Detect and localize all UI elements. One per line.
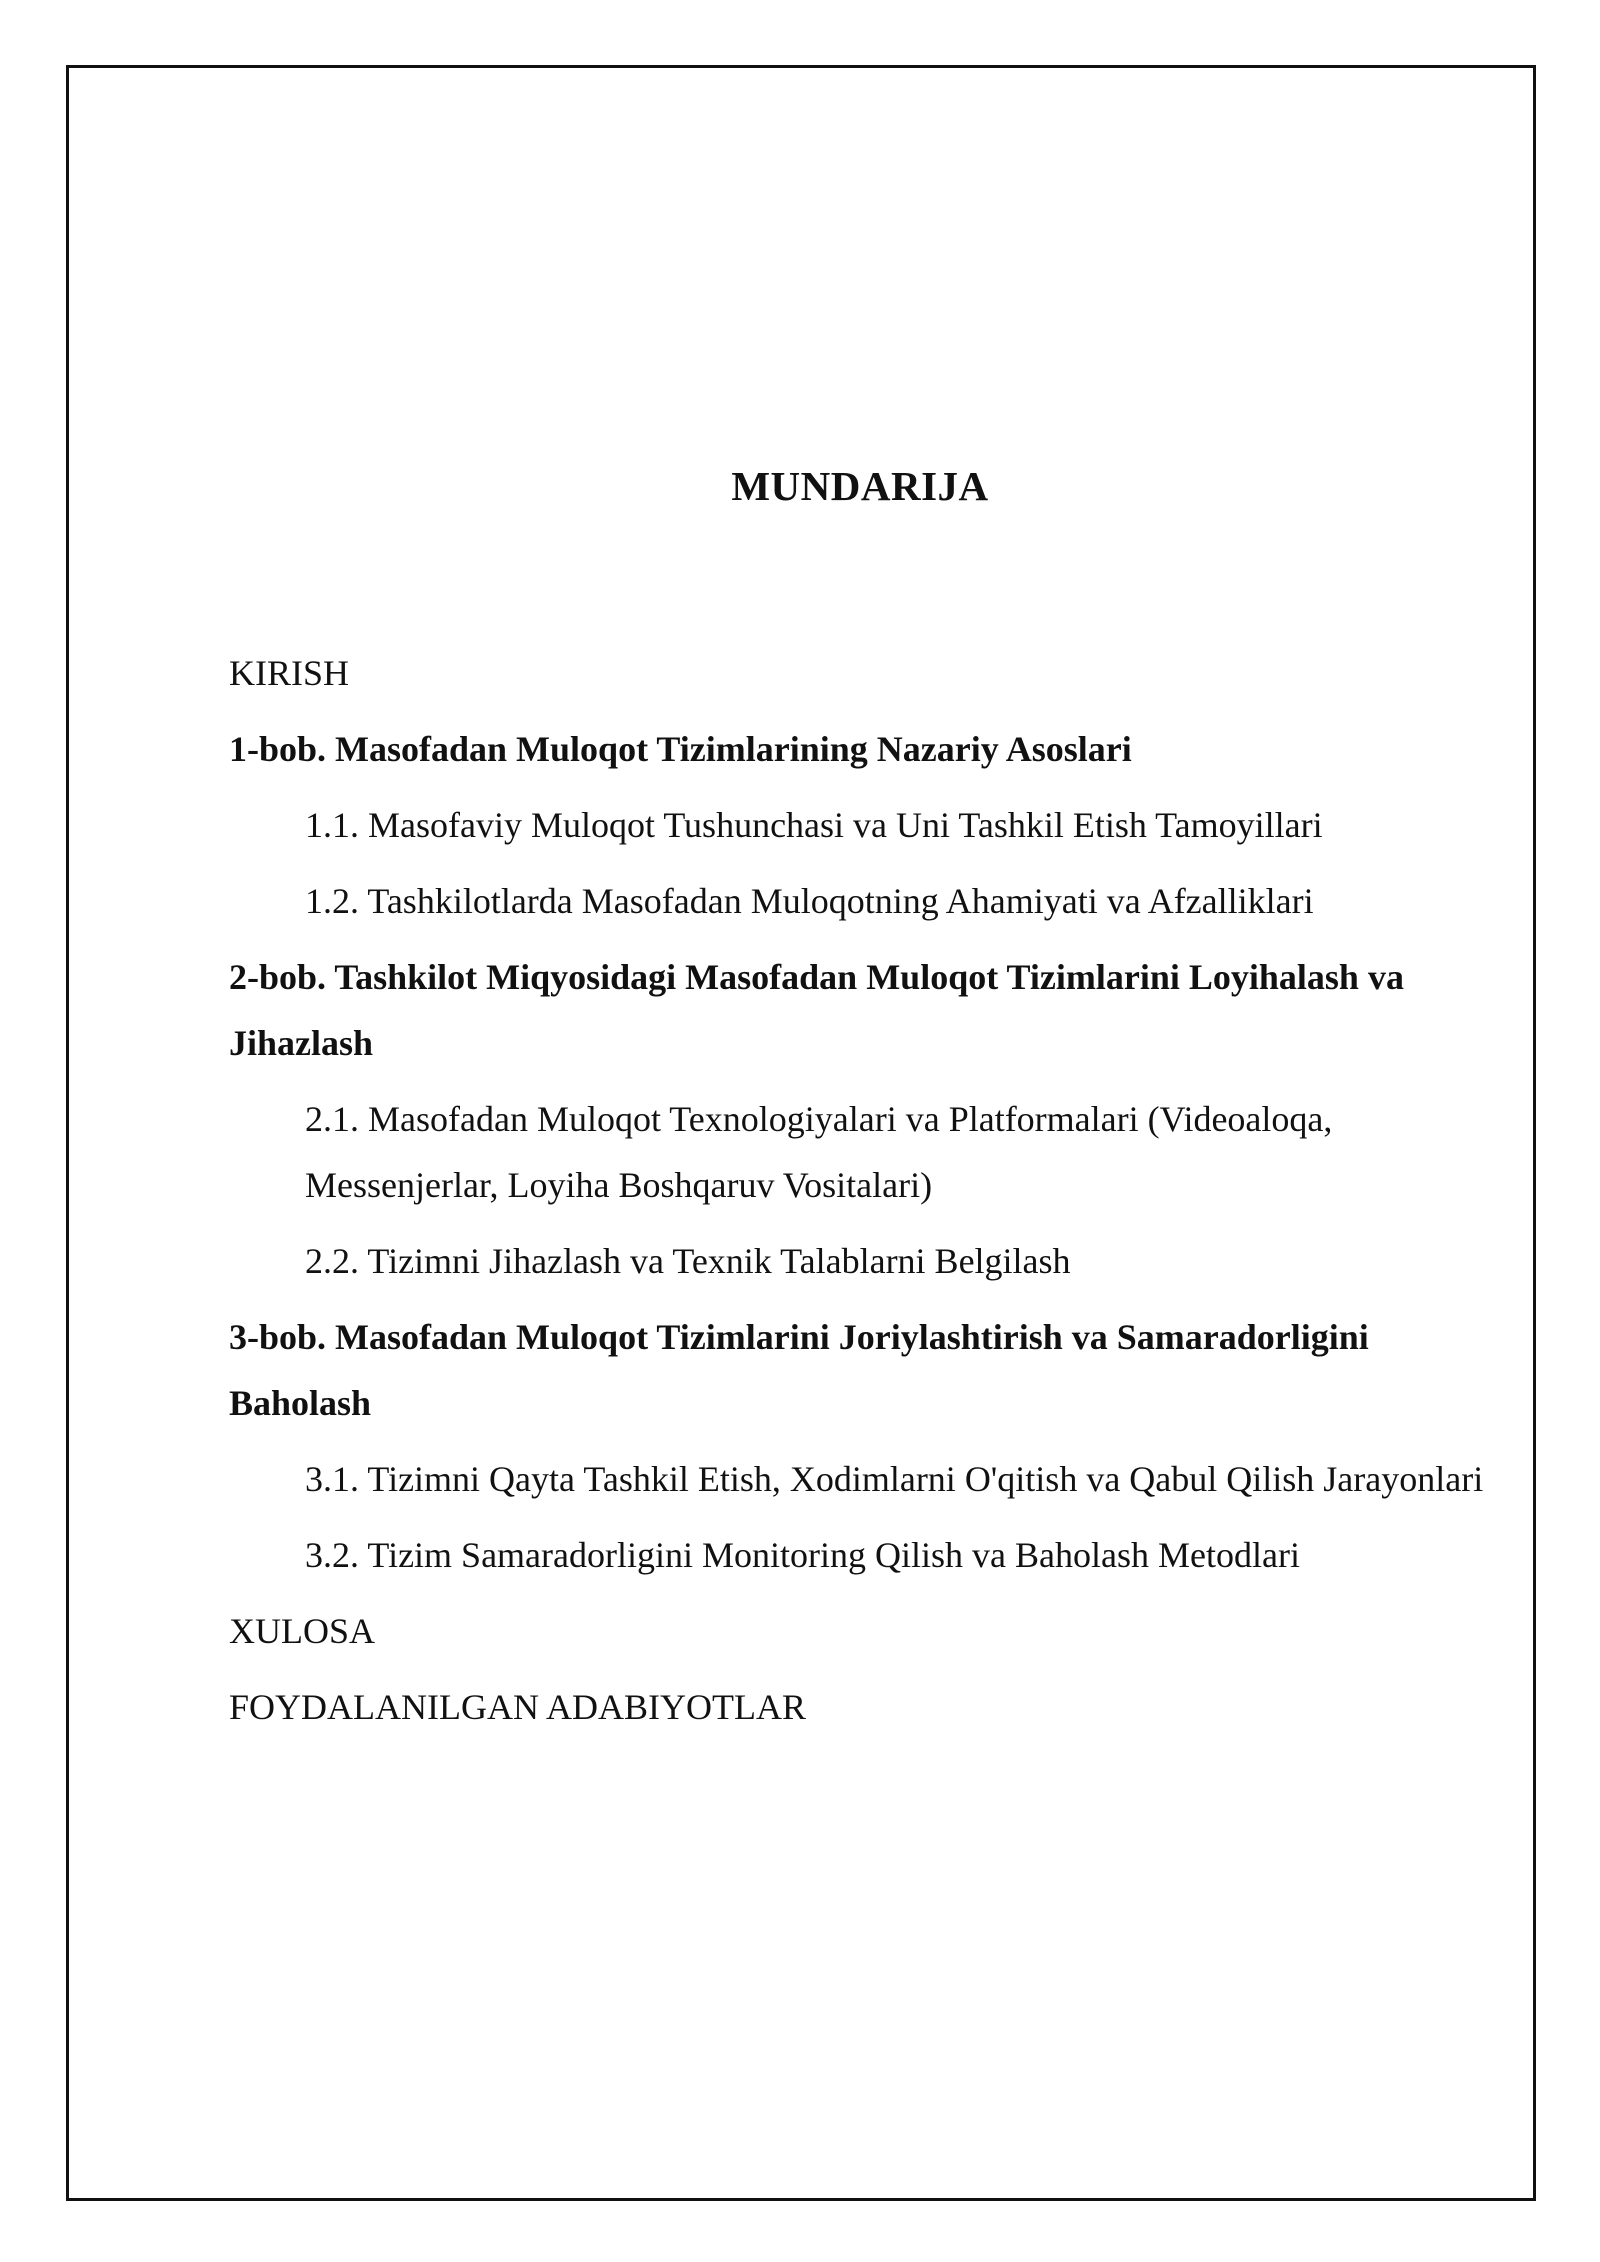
toc-entry-chapter-1: 1-bob. Masofadan Muloqot Tizimlarining Nazariy Asoslari xyxy=(229,729,1132,769)
toc-entry-section-1-2: 1.2. Tashkilotlarda Masofadan Muloqotning Ahamiyati va Afzalliklari xyxy=(305,881,1314,921)
toc-entry-conclusion: XULOSA xyxy=(229,1611,376,1651)
toc-entry-chapter-2: 2-bob. Tashkilot Miqyosidagi Masofadan Muloqot Tizimlarini Loyihalash va Jihazlash xyxy=(229,957,1404,1063)
toc-entry-section-2-1: 2.1. Masofadan Muloqot Texnologiyalari va Platformalari (Videoaloqa, Messenjerlar, Loyiha Boshqaruv Vositalari) xyxy=(305,1099,1333,1205)
toc-entry-introduction: KIRISH xyxy=(229,653,350,693)
table-of-contents xyxy=(229,640,1489,1750)
toc-entry-section-3-1: 3.1. Tizimni Qayta Tashkil Etish, Xodimlarni O'qitish va Qabul Qilish Jarayonlari xyxy=(305,1459,1484,1499)
toc-entry-section-1-1: 1.1. Masofaviy Muloqot Tushunchasi va Uni Tashkil Etish Tamoyillari xyxy=(305,805,1323,845)
toc-entry-references: FOYDALANILGAN ADABIYOTLAR xyxy=(229,1687,806,1727)
toc-entry-chapter-3: 3-bob. Masofadan Muloqot Tizimlarini Joriylashtirish va Samaradorligini Baholash xyxy=(229,1317,1369,1423)
page-title: MUNDARIJA xyxy=(731,463,989,509)
toc-entry-section-3-2: 3.2. Tizim Samaradorligini Monitoring Qilish va Baholash Metodlari xyxy=(305,1535,1300,1575)
toc-entry-section-2-2: 2.2. Tizimni Jihazlash va Texnik Talablarni Belgilash xyxy=(305,1241,1071,1281)
